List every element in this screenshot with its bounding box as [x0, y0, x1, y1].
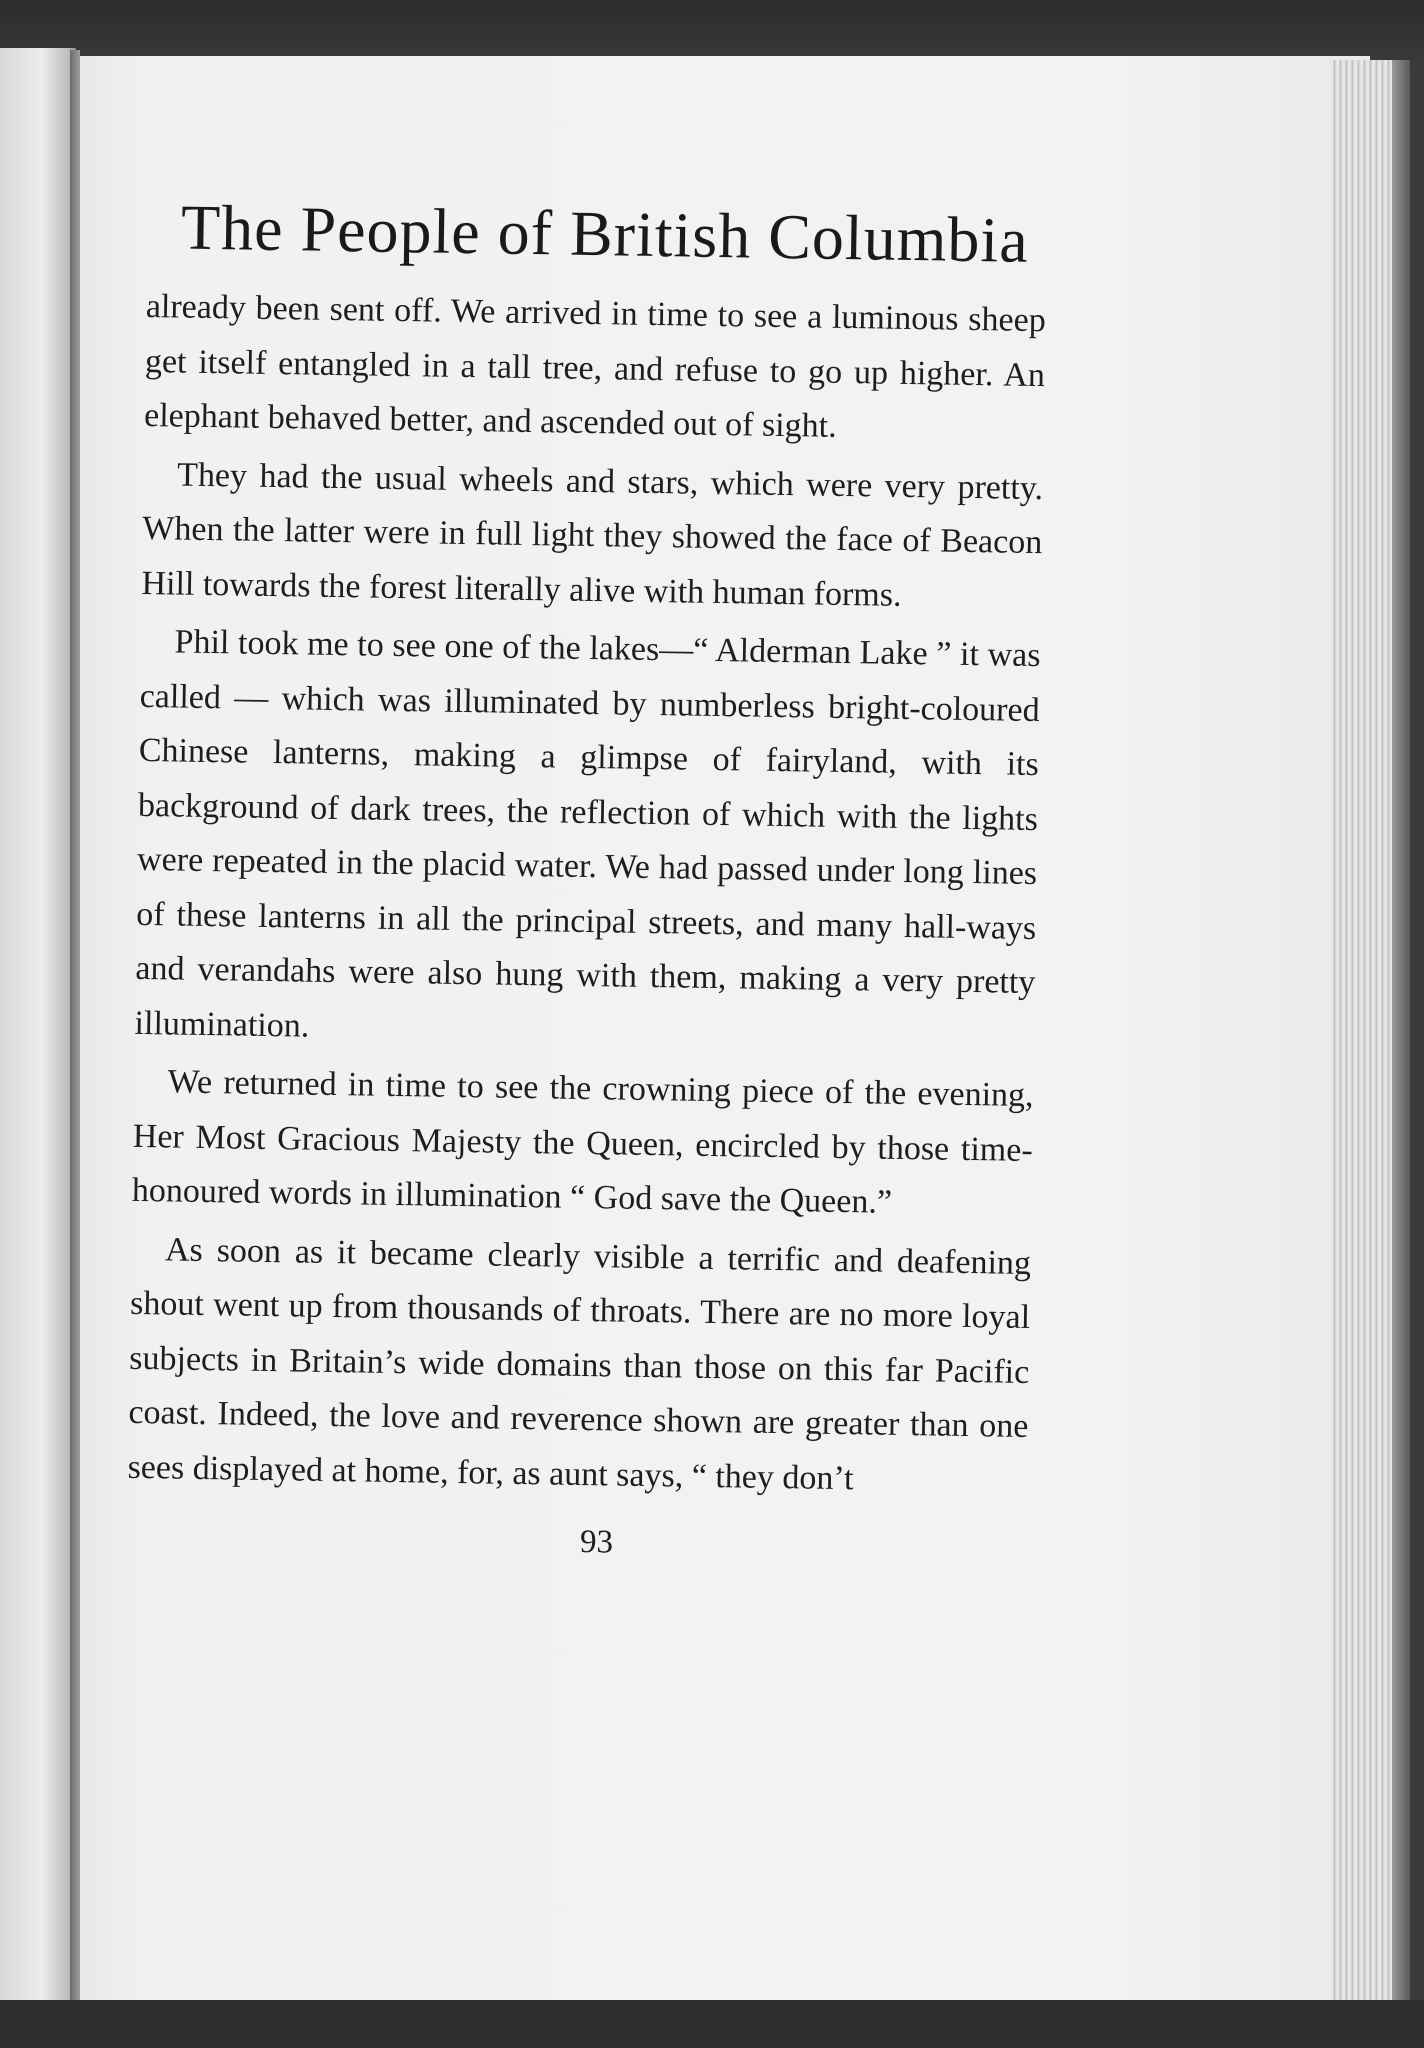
previous-page-edge: [0, 48, 76, 2008]
running-head: The People of British Columbia: [180, 191, 1030, 276]
book-gutter: [70, 50, 80, 2010]
page-stack-edges: [1330, 60, 1410, 2020]
paragraph-3: Phil took me to see one of the lakes—“ Alderman Lake ” it was called — which was illuminated by numberless bright-coloured Chinese lanterns, making a glimpse of fairyland, with its background of dark trees, the reflection of which with the lights were repeated in the placid water. We had passed under long lines of these lanterns in all the principal streets, and many hall-ways and verandahs were also hung with them, making a very pretty illumination.: [134, 623, 1041, 1045]
paragraph-2: They had the usual wheels and stars, which were very pretty. When the latter were in full light they showed the face of Beacon Hill towards the forest literally alive with human forms.: [141, 455, 1044, 614]
page-text-block: [126, 170, 1048, 1568]
paragraph-4: We returned in time to see the crowning piece of the evening, Her Most Gracious Majesty the Queen, encircled by those time-honoured words in illumination “ God save the Queen.”: [131, 1063, 1034, 1221]
paragraph-5: As soon as it became clearly visible a terrific and deafening shout went up from thousands of throats. There are no more loyal subjects in Britain’s wide domains than those on this far Pacific coast. Indeed, the love and reverence shown are greater than one sees displayed at home, for, as aunt says, “ they don’t: [127, 1230, 1032, 1497]
paragraph-1: already been sent off. We arrived in time to see a luminous sheep get itself entangled in a tall tree, and refuse to go up higher. An elephant behaved better, and ascended out of sight.: [143, 287, 1047, 445]
background-bottom: [0, 2000, 1424, 2048]
page-number: 93: [579, 1523, 614, 1561]
